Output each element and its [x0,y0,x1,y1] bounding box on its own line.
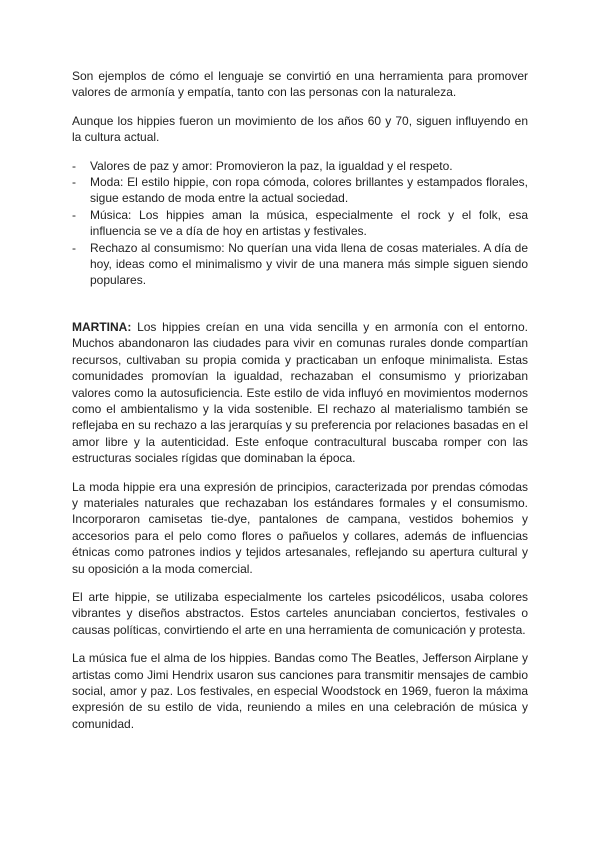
document-page [72,68,528,744]
paragraph-intro: Son ejemplos de cómo el lenguaje se convirtió en una herramienta para promover valores de armonía y empatía, tanto con las personas con la naturaleza. [72,69,528,100]
bullet-marker: - [72,158,76,173]
spacer [72,301,528,319]
paragraph-influence: Aunque los hippies fueron un movimiento de los años 60 y 70, siguen influyendo en la cultura actual. [72,113,528,145]
list-item [72,158,528,174]
bullet-marker: - [72,207,76,222]
bullet-list [72,158,528,289]
paragraph-art: El arte hippie, se utilizaba especialmente los carteles psicodélicos, usaba colores vibrantes y diseños abstractos. Estos carteles anunciaban conciertos, festivales o causas políticas, convirtiendo el arte en una herramienta de comunicación y protesta. [72,589,528,637]
speaker-label: MARTINA: [72,319,132,334]
list-item-text: Moda: El estilo hippie, con ropa cómoda, colores brillantes y estampados florales, sigue estando de moda entre la actual sociedad. [90,175,528,206]
paragraph-fashion: La moda hippie era una expresión de principios, caracterizada por prendas cómodas y materiales naturales que rechazaban los estándares formales y el consumismo. Incorporaron camisetas tie-dye, pantalones de campana, vestidos bohemios y accesorios para el pelo como flores o pañuelos y collares, además de influencias étnicas como patrones indios y tejidos artesanales, reflejando su apertura cultural y su oposición a la moda comercial. [72,479,528,576]
bullet-marker: - [72,240,76,255]
list-item [72,240,528,289]
list-item-text: Rechazo al consumismo: No querían una vida llena de cosas materiales. A día de hoy, ideas como el minimalismo y vivir de una manera más simple siguen siendo populares. [90,240,528,288]
paragraph-martina [72,319,528,467]
list-item-text: Valores de paz y amor: Promovieron la paz, la igualdad y el respeto. [90,158,453,173]
speaker-text: Los hippies creían en una vida sencilla y en armonía con el entorno. Muchos abandonaron las ciudades para vivir en comunas rurales donde compartían recursos, cultivaban su propia comida y practicaban un enfoque minimalista. Estas comunidades promovían la igualdad, rechazaban el consumismo y priorizaban valores como la autosuficiencia. Este estilo de vida influyó en movimientos modernos como el ambientalismo y la vida sostenible. El rechazo al materialismo también se reflejaba en su rechazo a las jerarquías y su preferencia por relaciones basadas en el amor libre y la autenticidad. Este enfoque contracultural buscaba romper con las estructuras sociales rígidas que dominaban la época. [72,319,528,466]
list-item-text: Música: Los hippies aman la música, especialmente el rock y el folk, esa influencia se ve a día de hoy en artistas y festivales. [90,207,528,239]
list-item [72,174,528,207]
list-item [72,207,528,240]
bullet-marker: - [72,175,76,190]
paragraph-music: La música fue el alma de los hippies. Bandas como The Beatles, Jefferson Airplane y artistas como Jimi Hendrix usaron sus canciones para transmitir mensajes de cambio social, amor y paz. Los festivales, en especial Woodstock en 1969, fueron la máxima expresión de su estilo de vida, reuniendo a miles en una celebración de música y comunidad. [72,651,528,731]
